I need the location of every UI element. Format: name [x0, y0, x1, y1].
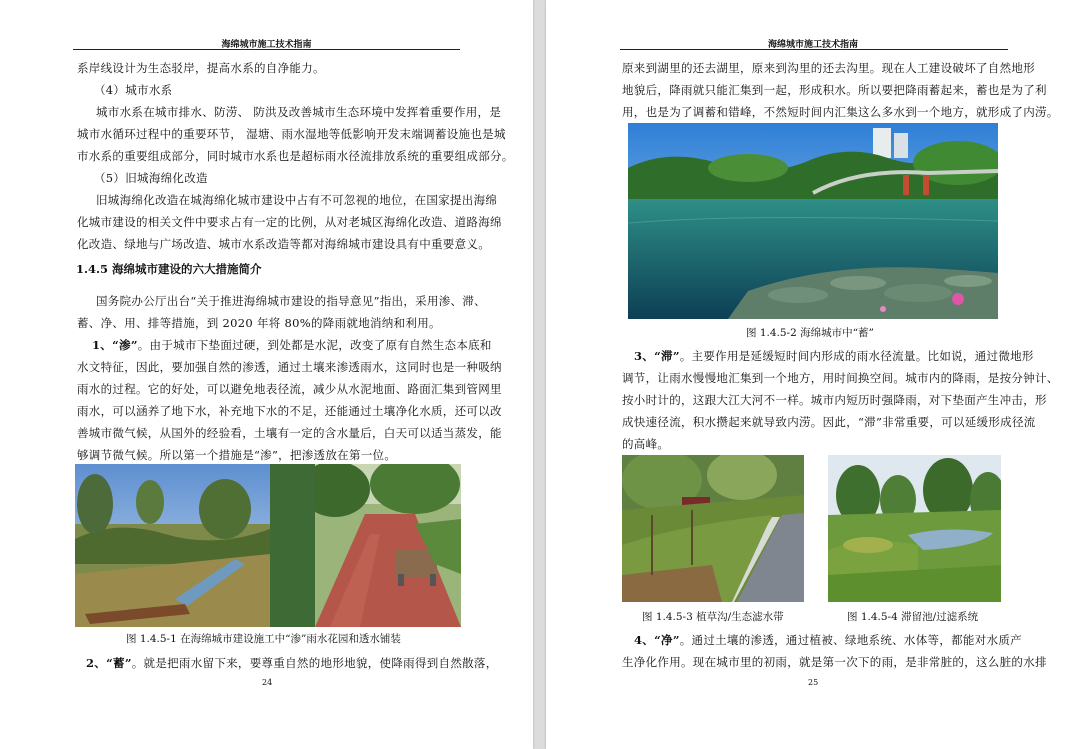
page-gap — [533, 0, 546, 749]
figure-3-caption: 图 1.4.5-3 植草沟/生态滤水带 — [642, 611, 784, 623]
body-line: 调节，让雨水慢慢地汇集到一个地方，用时间换空间。城市内的降雨，是按分钟计、 — [622, 371, 1059, 385]
running-header: 海绵城市施工技术指南 — [221, 40, 312, 50]
body-line: 旧城海绵化改造在城海绵化城市建设中占有不可忽视的地位，在国家提出海绵 — [96, 193, 498, 207]
document-page-25 — [546, 0, 1080, 749]
item-4-lead: 4、“净” — [634, 633, 680, 647]
body-line: 成快速径流，积水攒起来就导致内涝。因此，“滞”非常重要，可以延缓形成径流 — [622, 415, 1036, 429]
body-line: 的高峰。 — [622, 437, 670, 451]
page-number: 25 — [808, 678, 819, 687]
body-line: 雨水，可以涵养了地下水，补充地下水的不足，还能通过土壤净化水质，还可以改 — [77, 404, 502, 418]
body-line: 原来到湖里的还去湖里，原来到沟里的还去沟里。现在人工建设破坏了自然地形 — [622, 61, 1035, 75]
figure-lake-storage — [628, 123, 998, 319]
body-line: 市水系的重要组成部分，同时城市水系也是超标雨水径流排放系统的重要组成部分。 — [77, 149, 514, 163]
item-3-line: 3、“滞”。主要作用是延缓短时间内形成的雨水径流量。比如说，通过微地形 — [634, 349, 1034, 363]
header-rule — [620, 49, 1008, 50]
figure-detention-pond — [828, 455, 1001, 602]
body-line: 国务院办公厅出台“关于推进海绵城市建设的指导意见”指出，采用渗、滞、 — [96, 294, 486, 308]
body-line: 化改造、绿地与广场改造、城市水系改造等都对海绵城市建设具有中重要意义。 — [77, 237, 490, 251]
body-line: 生净化作用。现在城市里的初雨，就是第一次下的雨，是非常脏的，这么脏的水排 — [622, 655, 1047, 669]
section-heading: 1.4.5 海绵城市建设的六大措施简介 — [76, 262, 262, 276]
body-line: 水文特征，因此，要加强自然的渗透，通过土壤来渗透雨水，这同时也是一种吸纳 — [77, 360, 502, 374]
document-page-24 — [0, 0, 533, 749]
running-header: 海绵城市施工技术指南 — [767, 40, 858, 50]
figure-1-caption: 图 1.4.5-1 在海绵城市建设施工中“渗”雨水花园和透水铺装 — [126, 633, 401, 645]
body-line: 用，也是为了调蓄和错峰，不然短时间内汇集这么多水到一个地方，就形成了内涝。 — [622, 105, 1059, 119]
body-line: 城市水循环过程中的重要环节， 湿塘、雨水湿地等低影响开发末端调蓄设施也是城 — [77, 127, 506, 141]
item-4-line: 4、“净”。通过土壤的渗透，通过植被、绿地系统、水体等，都能对水质产 — [634, 633, 1022, 647]
item-2-line: 2、“蓄”。就是把雨水留下来，要尊重自然的地形地貌，使降雨得到自然散落， — [86, 656, 498, 670]
figure-rain-garden-permeable-paving — [75, 464, 461, 627]
body-line: 按小时计的，这跟大江大河不一样。城市内短历时强降雨，对下垫面产生冲击，形 — [622, 393, 1047, 407]
header-rule — [73, 49, 460, 50]
body-line: 系岸线设计为生态驳岸，提高水系的自净能力。 — [77, 61, 325, 75]
subheading-5: （5）旧城海绵化改造 — [94, 171, 208, 185]
item-1-lead: 1、“渗” — [92, 338, 138, 352]
subheading-4: （4）城市水系 — [94, 83, 173, 97]
body-line: 城市水系在城市排水、防涝、 防洪及改善城市生态环境中发挥着重要作用，是 — [96, 105, 502, 119]
body-line: 地貌后，降雨就只能汇集到一起，形成积水。所以要把降雨蓄起来，蓄也是为了利 — [622, 83, 1047, 97]
figure-4-caption: 图 1.4.5-4 滞留池/过滤系统 — [847, 611, 979, 623]
item-3-lead: 3、“滞” — [634, 349, 680, 363]
body-line: 蓄、净、用、排等措施，到 2020 年将 80%的降雨就地消纳和利用。 — [77, 316, 441, 330]
item-2-lead: 2、“蓄” — [86, 656, 132, 670]
figure-2-caption: 图 1.4.5-2 海绵城市中“蓄” — [746, 327, 874, 339]
item-1-line: 1、“渗”。由于城市下垫面过硬，到处都是水泥，改变了原有自然生态本底和 — [92, 338, 492, 352]
body-line: 善城市微气候，从国外的经验看，土壤有一定的含水量后，白天可以适当蒸发，能 — [77, 426, 502, 440]
page-number: 24 — [262, 678, 273, 687]
figure-grass-swale — [622, 455, 804, 602]
body-line: 雨水的过程。它的好处，可以避免地表径流，减少从水泥地面、路面汇集到管网里 — [77, 382, 502, 396]
body-line: 够调节微气候。所以第一个措施是“渗”，把渗透放在第一位。 — [77, 448, 397, 462]
body-line: 化城市建设的相关文件中要求占有一定的比例，从对老城区海绵化改造、道路海绵 — [77, 215, 502, 229]
